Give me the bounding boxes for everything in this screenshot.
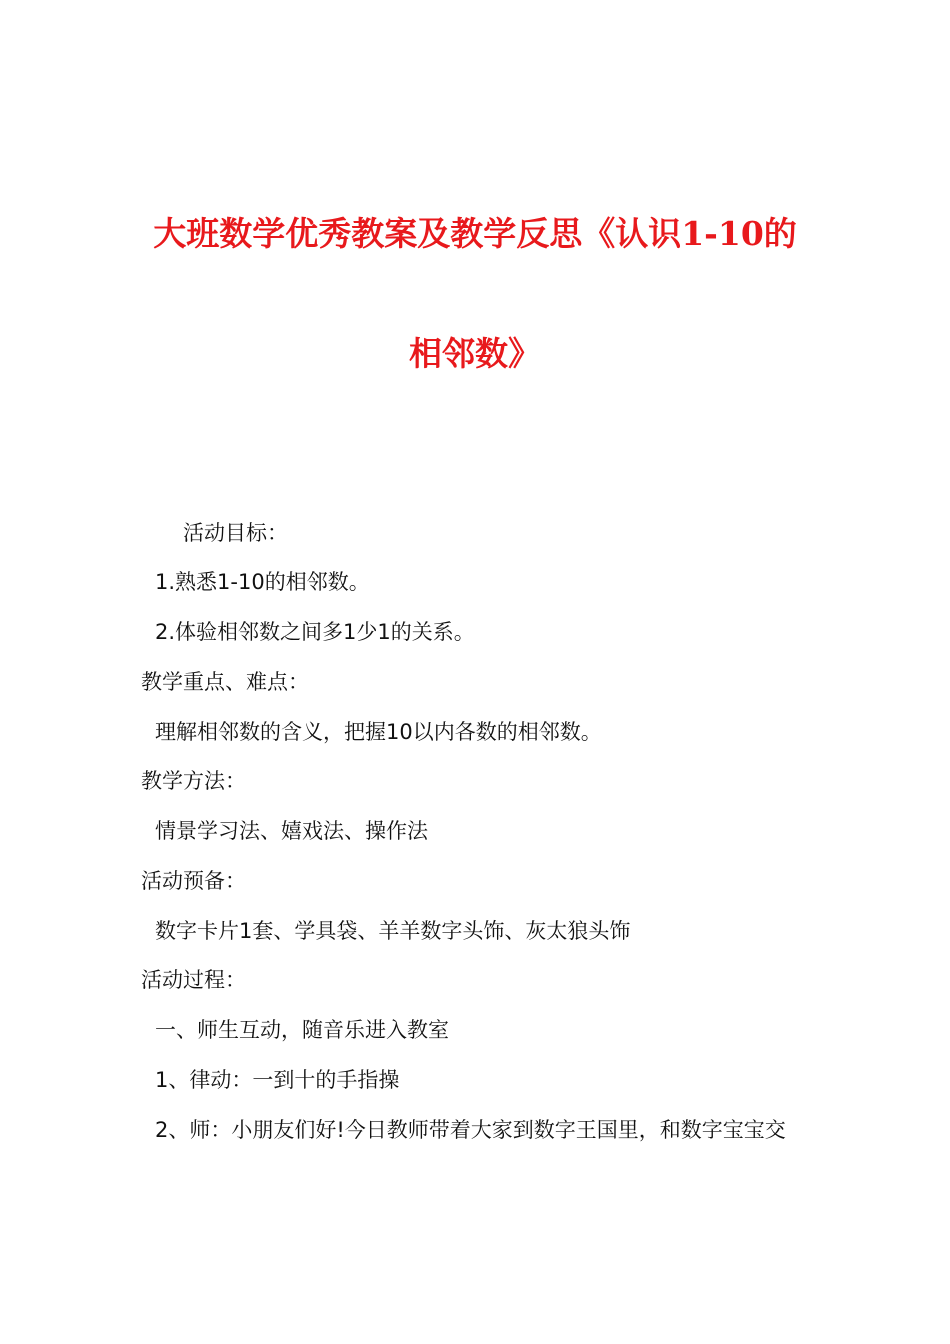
preparation-text: 数字卡片1套、学具袋、羊羊数字头饰、灰太狼头饰 — [155, 919, 631, 943]
methods-text: 情景学习法、嬉戏法、操作法 — [155, 819, 428, 843]
section-heading-methods: 教学方法： — [141, 769, 246, 793]
objective-item-1: 1.熟悉1-10的相邻数。 — [155, 570, 370, 594]
process-step-1-2: 2、师：小朋友们好!今日教师带着大家到数字王国里，和数字宝宝交 — [155, 1118, 786, 1142]
document-title-line-2: 相邻数》 — [409, 334, 541, 373]
process-step-1-1: 1、律动：一到十的手指操 — [155, 1068, 400, 1092]
section-heading-process: 活动过程： — [141, 968, 246, 992]
process-step-1: 一、师生互动，随音乐进入教室 — [155, 1018, 449, 1042]
section-heading-preparation: 活动预备： — [141, 869, 246, 893]
section-heading-key-points: 教学重点、难点： — [141, 670, 309, 694]
objective-item-2: 2.体验相邻数之间多1少1的关系。 — [155, 620, 475, 644]
key-points-text: 理解相邻数的含义，把握10以内各数的相邻数。 — [155, 720, 602, 744]
document-title-line-1: 大班数学优秀教案及教学反思《认识1-10的 — [153, 214, 797, 253]
section-heading-objectives: 活动目标： — [183, 521, 288, 545]
